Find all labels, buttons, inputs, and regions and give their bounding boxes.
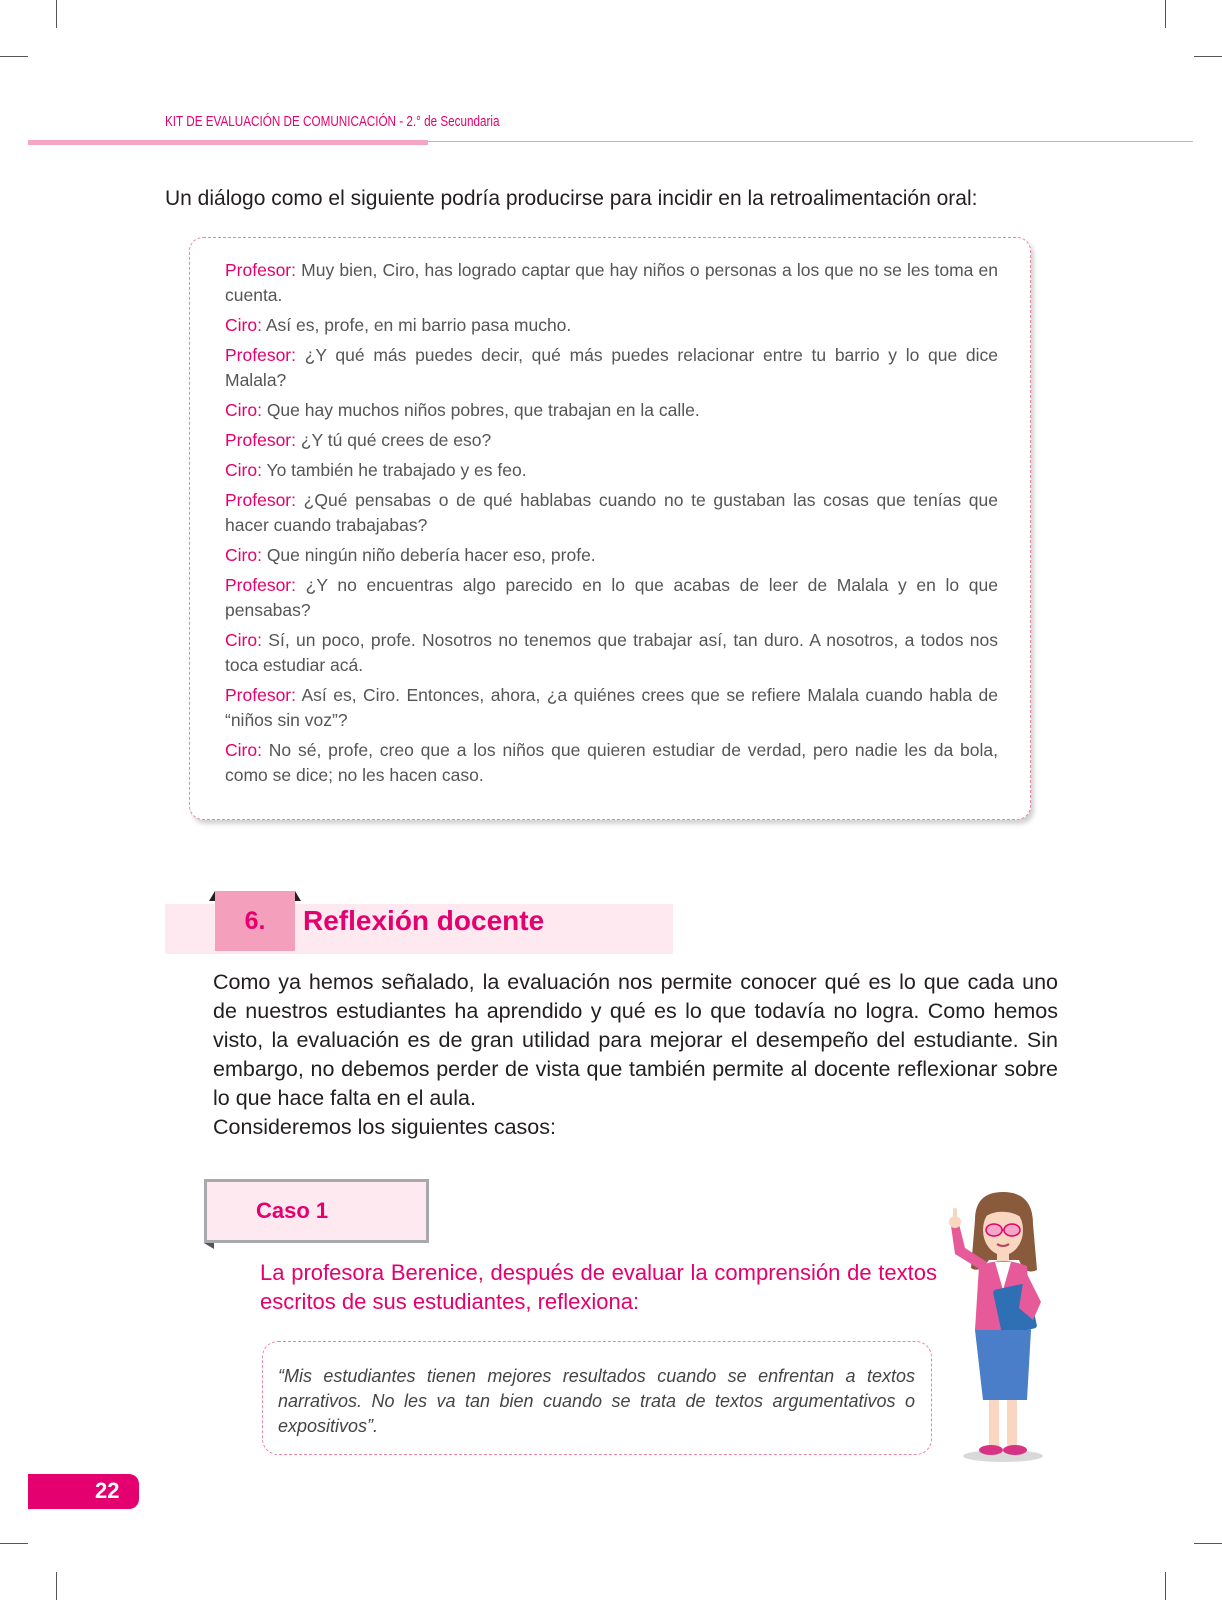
dialogue-line bbox=[225, 313, 998, 338]
section-tab-corner bbox=[295, 891, 301, 901]
crop-mark bbox=[56, 1572, 57, 1600]
dialogue-speaker: Profesor: bbox=[225, 575, 296, 595]
dialogue-line bbox=[225, 258, 998, 308]
dialogue-line bbox=[225, 343, 998, 393]
crop-mark bbox=[56, 0, 57, 28]
dialogue-speaker: Profesor: bbox=[225, 685, 296, 705]
dialogue-text: Así es, profe, en mi barrio pasa mucho. bbox=[261, 315, 572, 335]
dialogue-text: ¿Y tú qué crees de eso? bbox=[296, 430, 492, 450]
dialogue-line bbox=[225, 398, 998, 423]
section-number: 6. bbox=[215, 891, 295, 951]
teacher-illustration bbox=[945, 1190, 1055, 1465]
dialogue-lines bbox=[225, 258, 998, 793]
dialogue-text: ¿Y no encuentras algo parecido en lo que acabas de leer de Malala y en lo que pensabas? bbox=[225, 575, 998, 620]
body-closing: Consideremos los siguientes casos: bbox=[213, 1115, 556, 1139]
dialogue-speaker: Ciro: bbox=[225, 315, 262, 335]
dialogue-line bbox=[225, 738, 998, 788]
dialogue-text: ¿Qué pensabas o de qué hablabas cuando no te gustaban las cosas que tenías que hacer cuando trabajabas? bbox=[225, 490, 998, 535]
dialogue-line bbox=[225, 488, 998, 538]
dialogue-speaker: Ciro: bbox=[225, 460, 262, 480]
dialogue-speaker: Profesor: bbox=[225, 345, 296, 365]
page-number: 22 bbox=[95, 1478, 120, 1503]
dialogue-line bbox=[225, 573, 998, 623]
dialogue-speaker: Ciro: bbox=[225, 630, 262, 650]
dialogue-speaker: Ciro: bbox=[225, 545, 262, 565]
dialogue-text: Que ningún niño debería hacer eso, profe. bbox=[261, 545, 596, 565]
crop-mark bbox=[1165, 1572, 1166, 1600]
dialogue-text: Así es, Ciro. Entonces, ahora, ¿a quiénes crees que se refiere Malala cuando habla de “niños sin voz”? bbox=[225, 685, 998, 730]
dialogue-text: Sí, un poco, profe. Nosotros no tenemos que trabajar así, tan duro. A nosotros, a todos nos toca estudiar acá. bbox=[225, 630, 998, 675]
dialogue-line bbox=[225, 628, 998, 678]
crop-mark bbox=[1165, 0, 1166, 28]
page-number-tab bbox=[28, 1474, 139, 1509]
dialogue-speaker: Ciro: bbox=[225, 400, 262, 420]
dialogue-speaker: Ciro: bbox=[225, 740, 262, 760]
crop-mark bbox=[0, 1543, 28, 1544]
crop-mark bbox=[0, 56, 28, 57]
header-rule-accent bbox=[28, 140, 428, 145]
dialogue-text: Muy bien, Ciro, has logrado captar que hay niños o personas a los que no se les toma en cuenta. bbox=[225, 260, 998, 305]
dialogue-line bbox=[225, 543, 998, 568]
dialogue-text: Yo también he trabajado y es feo. bbox=[261, 460, 527, 480]
running-head: KIT DE EVALUACIÓN DE COMUNICACIÓN - 2.° de Secundaria bbox=[165, 113, 500, 130]
dialogue-text: No sé, profe, creo que a los niños que quieren estudiar de verdad, pero nadie les da bola, como se dice; no les hacen caso. bbox=[225, 740, 998, 785]
teacher-quote: “Mis estudiantes tienen mejores resultados cuando se enfrentan a textos narrativos. No les va tan bien cuando se trata de textos argumentativos o expositivos”. bbox=[278, 1366, 915, 1436]
dialogue-speaker: Profesor: bbox=[225, 490, 296, 510]
case-label: Caso 1 bbox=[256, 1198, 329, 1223]
dialogue-speaker: Profesor: bbox=[225, 260, 296, 280]
dialogue-line bbox=[225, 683, 998, 733]
crop-mark bbox=[1194, 56, 1222, 57]
dialogue-speaker: Profesor: bbox=[225, 430, 296, 450]
crop-mark bbox=[1194, 1543, 1222, 1544]
dialogue-text: Que hay muchos niños pobres, que trabajan en la calle. bbox=[261, 400, 700, 420]
dialogue-line bbox=[225, 428, 998, 453]
body-text bbox=[213, 968, 1058, 1142]
case-lead: La profesora Berenice, después de evaluar la comprensión de textos escritos de sus estudiantes, reflexiona: bbox=[260, 1260, 937, 1314]
body-paragraph: Como ya hemos señalado, la evaluación nos permite conocer qué es lo que cada uno de nuestros estudiantes ha aprendido y qué es lo que todavía no logra. Como hemos visto, la evaluación es de gran utilidad para mejorar el desempeño del estudiante. Sin embargo, no debemos perder de vista que también permite al docente reflexionar sobre lo que hace falta en el aula. bbox=[213, 970, 1058, 1110]
case-box-fold bbox=[204, 1243, 214, 1249]
dialogue-text: ¿Y qué más puedes decir, qué más puedes relacionar entre tu barrio y lo que dice Malala? bbox=[225, 345, 998, 390]
dialogue-line bbox=[225, 458, 998, 483]
intro-sentence: Un diálogo como el siguiente podría producirse para incidir en la retroalimentación oral: bbox=[165, 187, 978, 210]
section-title: Reflexión docente bbox=[303, 905, 545, 936]
